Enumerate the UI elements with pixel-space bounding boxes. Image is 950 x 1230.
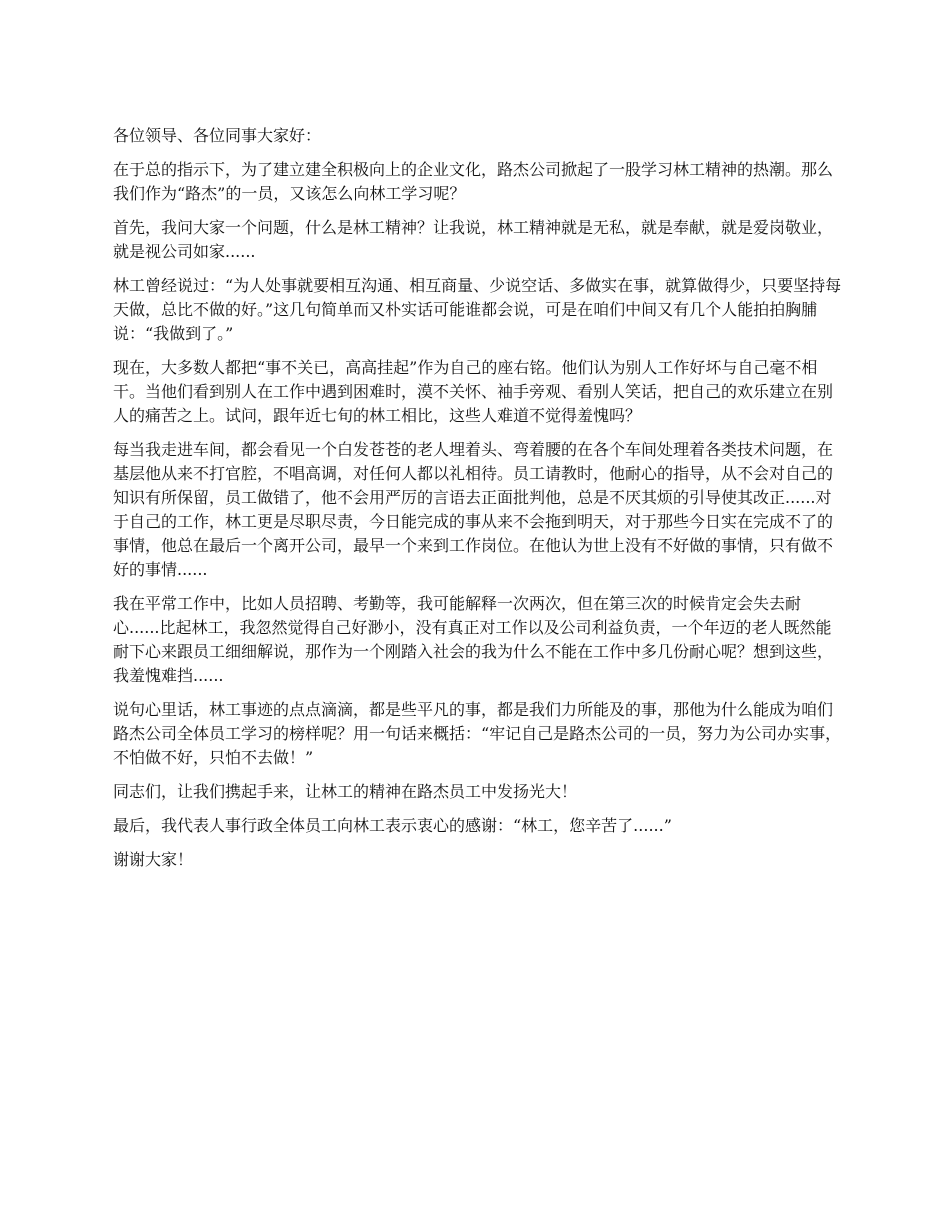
speech-body (113, 124, 843, 882)
paragraph-contrast: 现在，大多数人都把“事不关已，高高挂起”作为自己的座右铭。他们认为别人工作好坏与自己毫不相干。当他们看到别人在工作中遇到困难时，漠不关怀、袖手旁观、看别人笑话，把自己的欢乐建立在别人的痛苦之上。试问，跟年近七旬的林工相比，这些人难道不觉得羞愧吗？ (113, 358, 834, 425)
paragraph-quote: 林工曾经说过：“为人处事就要相互沟通、相互商量、少说空话、多做实在事，就算做得少，只要坚持每天做，总比不做的好。”这几句简单而又朴实话可能谁都会说，可是在咱们中间又有几个人能拍拍胸脯说：“我做到了。” (113, 276, 842, 343)
paragraph-question: 首先，我问大家一个问题，什么是林工精神？让我说，林工精神就是无私，就是奉献，就是爱岗敬业，就是视公司如家...... (113, 218, 834, 261)
paragraph-workshop: 每当我走进车间，都会看见一个白发苍苍的老人埋着头、弯着腰的在各个车间处理着各类技术问题，在基层他从来不打官腔，不唱高调，对任何人都以礼相待。员工请教时，他耐心的指导，从不会对自己的知识有所保留，员工做错了，他不会用严厉的言语去正面批判他，总是不厌其烦的引导使其改正......对于自己的工作，林工更是尽职尽责，今日能完成的事从来不会拖到明天，对于那些今日实在完成不了的事情，他总在最后一个离开公司，最早一个来到工作岗位。在他认为世上没有不好做的事情，只有做不好的事情...... (113, 440, 834, 579)
paragraph-closing: 谢谢大家！ (113, 850, 194, 869)
paragraph-summary: 说句心里话，林工事迹的点点滴滴，都是些平凡的事，都是我们力所能及的事，那他为什么能成为咱们路杰公司全体员工学习的榜样呢？用一句话来概括：“牢记自己是路杰公司的一员，努力为公司办实事，不怕做不好，只怕不去做！” (113, 700, 842, 767)
paragraph-thanks-to-lin: 最后，我代表人事行政全体员工向林工表示衷心的感谢：“林工，您辛苦了......” (113, 816, 672, 835)
paragraph-reflection: 我在平常工作中，比如人员招聘、考勤等，我可能解释一次两次，但在第三次的时候肯定会失去耐心......比起林工，我忽然觉得自己好渺小，没有真正对工作以及公司利益负责，一个年迈的老人既然能耐下心来跟员工细细解说，那作为一个刚踏入社会的我为什么不能在工作中多几份耐心呢？想到这些，我羞愧难挡...... (113, 594, 834, 685)
paragraph-intro: 在于总的指示下，为了建立建全积极向上的企业文化，路杰公司掀起了一股学习林工精神的热潮。那么我们作为“路杰”的一员，又该怎么向林工学习呢？ (113, 160, 834, 203)
paragraph-call-to-action: 同志们，让我们携起手来，让林工的精神在路杰员工中发扬光大！ (113, 782, 578, 801)
paragraph-greeting: 各位领导、各位同事大家好： (113, 126, 322, 145)
